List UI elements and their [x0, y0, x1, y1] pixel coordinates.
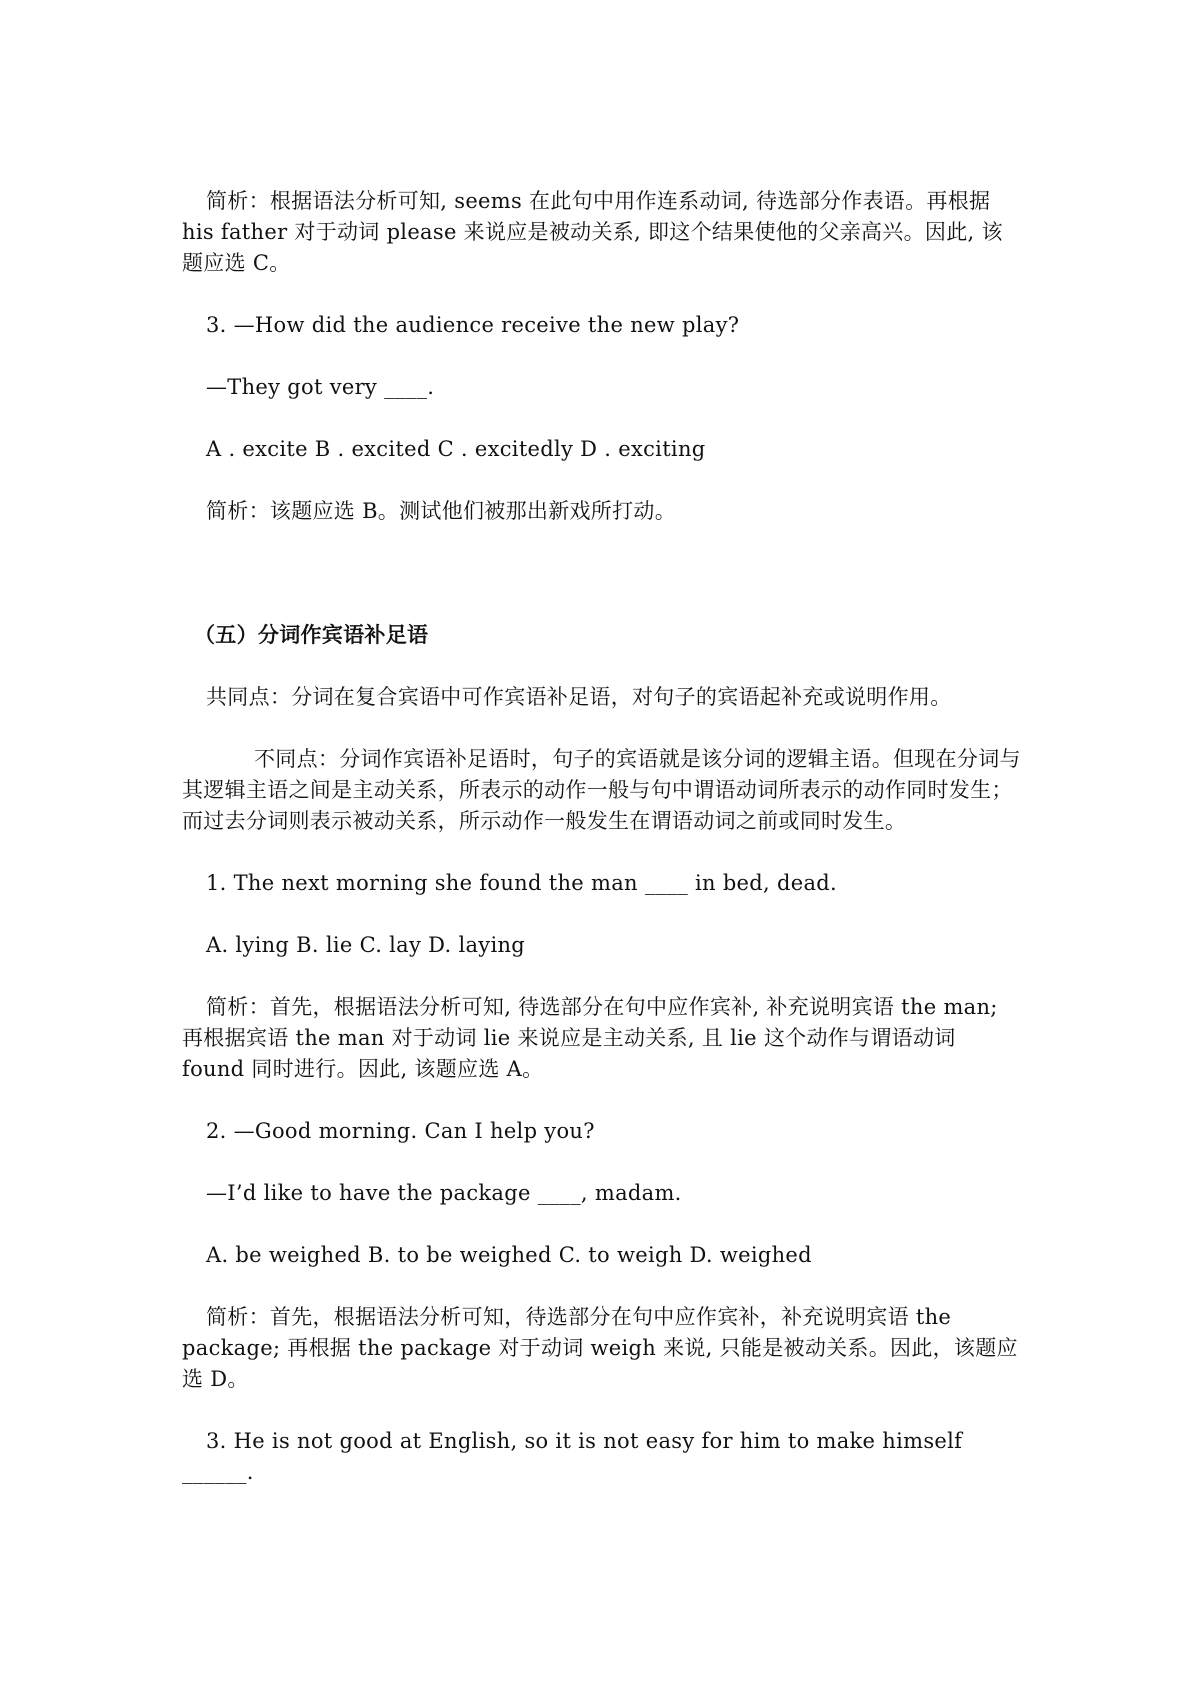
question-3-stem: 3. —How did the audience receive the new play? — [206, 313, 740, 337]
exercise-3-stem: 3. He is not good at English, so it is not easy for him to make himself ______. — [182, 1429, 963, 1484]
question-3-analysis: 简析：该题应选 B。测试他们被那出新戏所打动。 — [206, 499, 677, 523]
question-3-options: A . excite B . excited C . excitedly D . exciting — [206, 437, 706, 461]
exercise-1-analysis: 简析：首先，根据语法分析可知, 待选部分在句中应作宾补, 补充说明宾语 the man; 再根据宾语 the man 对于动词 lie 来说应是主动关系, 且 lie 这个动作与谓语动词 found 同时进行。因此, 该题应选 A。 — [182, 995, 998, 1081]
document-body — [182, 186, 1022, 1519]
differences-paragraph: 不同点：分词作宾语补足语时，句子的宾语就是该分词的逻辑主语。但现在分词与其逻辑主语之间是主动关系，所表示的动作一般与句中谓语动词所表示的动作同时发生；而过去分词则表示被动关系，所示动作一般发生在谓语动词之前或同时发生。 — [182, 747, 1021, 833]
question-3-reply: —They got very ____. — [206, 375, 435, 399]
exercise-1-options: A. lying B. lie C. lay D. laying — [206, 933, 526, 957]
exercise-2-stem: 2. —Good morning. Can I help you? — [206, 1119, 595, 1143]
exercise-2-analysis: 简析：首先，根据语法分析可知，待选部分在句中应作宾补，补充说明宾语 the package; 再根据 the package 对于动词 weigh 来说, 只能是被动关系。因此，该题应选 D。 — [182, 1305, 1018, 1391]
analysis-paragraph: 简析：根据语法分析可知, seems 在此句中用作连系动词, 待选部分作表语。再根据 his father 对于动词 please 来说应是被动关系, 即这个结果使他的父亲高兴。因此, 该题应选 C。 — [182, 189, 1003, 275]
exercise-1-stem: 1. The next morning she found the man ____ in bed, dead. — [206, 871, 837, 895]
common-points-paragraph: 共同点：分词在复合宾语中可作宾语补足语，对句子的宾语起补充或说明作用。 — [206, 685, 952, 709]
section-heading: （五）分词作宾语补足语 — [194, 623, 429, 647]
exercise-2-reply: —I’d like to have the package ____, madam. — [206, 1181, 682, 1205]
exercise-2-options: A. be weighed B. to be weighed C. to weigh D. weighed — [206, 1243, 812, 1267]
